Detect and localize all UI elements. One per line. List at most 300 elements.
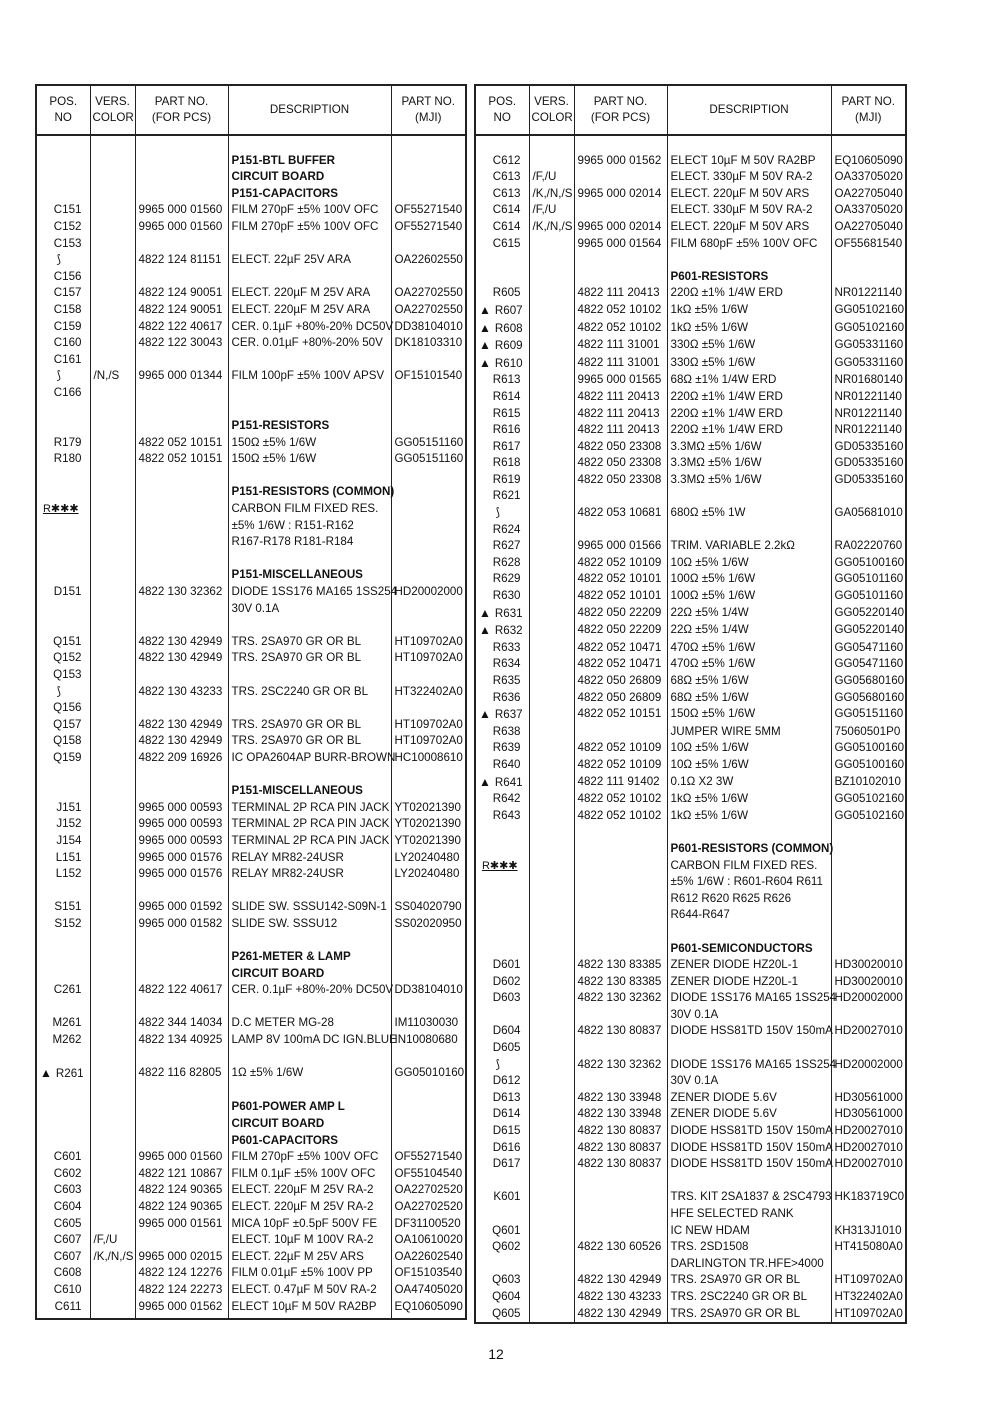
padding-cell [391, 1315, 466, 1319]
part-no-cell: 4822 130 80837 [574, 1140, 667, 1157]
part-no-cell: 9965 000 00593 [135, 800, 228, 817]
vers-cell [529, 941, 574, 958]
header-description: DESCRIPTION [667, 85, 831, 135]
description-cell: P151-CAPACITORS [228, 186, 391, 203]
description-cell: P601-SEMICONDUCTORS [667, 941, 831, 958]
vers-cell [529, 874, 574, 891]
pos-cell [475, 891, 529, 908]
part-no-cell: 9965 000 01565 [574, 372, 667, 389]
table-row [36, 418, 466, 435]
description-cell [228, 767, 391, 784]
padding-cell [228, 1315, 391, 1319]
pos-cell: D605 [475, 1040, 529, 1057]
pos-cell: R615 [475, 406, 529, 423]
table-row [475, 1256, 906, 1273]
mji-part-no-cell [391, 269, 466, 286]
table-row [475, 472, 906, 489]
mji-part-no-cell [391, 484, 466, 501]
vers-cell [90, 567, 135, 584]
part-no-cell [574, 202, 667, 219]
description-cell: TERMINAL 2P RCA PIN JACK [228, 800, 391, 817]
mji-part-no-cell: DD38104010 [391, 982, 466, 999]
mji-part-no-cell: HT109702A0 [391, 717, 466, 734]
vers-cell [529, 439, 574, 456]
pos-cell [36, 418, 90, 435]
description-cell [228, 385, 391, 402]
vers-cell [90, 1083, 135, 1100]
pos-cell: C601 [36, 1149, 90, 1166]
description-cell [228, 236, 391, 253]
part-no-cell [574, 522, 667, 539]
vers-cell [529, 1256, 574, 1273]
part-no-cell: 4822 130 42949 [135, 717, 228, 734]
mji-part-no-cell: OA33705020 [831, 169, 906, 186]
pos-cell [36, 601, 90, 618]
table-row [36, 1232, 466, 1249]
part-no-cell: 4822 122 40617 [135, 982, 228, 999]
pos-cell: R179 [36, 435, 90, 452]
pos-cell: D617 [475, 1156, 529, 1173]
description-cell: 680Ω ±5% 1W [667, 505, 831, 522]
pos-cell [36, 135, 90, 153]
mji-part-no-cell: GD05335160 [831, 455, 906, 472]
description-cell: DIODE 1SS176 MA165 1SS254 [228, 584, 391, 601]
vers-cell [529, 1206, 574, 1223]
warning-triangle-icon: ▲ [479, 605, 491, 620]
table-header-row [475, 85, 906, 135]
pos-label: R610 [494, 356, 523, 370]
mji-part-no-cell: HT109702A0 [831, 1306, 906, 1323]
table-row [36, 518, 466, 535]
vers-cell [529, 824, 574, 841]
table-row [36, 1166, 466, 1183]
description-cell: FILM 680pF ±5% 100V OFC [667, 236, 831, 253]
pos-cell: C153 [36, 236, 90, 253]
table-row [475, 1140, 906, 1157]
part-no-cell [574, 1007, 667, 1024]
mji-part-no-cell [391, 352, 466, 369]
pos-cell: C613 [475, 169, 529, 186]
table-row [475, 605, 906, 623]
part-no-cell: 4822 130 80837 [574, 1023, 667, 1040]
mji-part-no-cell: OF55271540 [391, 1149, 466, 1166]
table-row [36, 999, 466, 1016]
pos-cell [475, 907, 529, 924]
table-row [475, 924, 906, 941]
part-no-cell [135, 1049, 228, 1066]
part-no-cell: 4822 052 10109 [574, 757, 667, 774]
part-no-cell: 4822 122 30043 [135, 335, 228, 352]
description-cell: ZENER DIODE HZ20L-1 [667, 974, 831, 991]
mji-part-no-cell [391, 883, 466, 900]
mji-part-no-cell: GD05335160 [831, 439, 906, 456]
description-cell: 470Ω ±5% 1/6W [667, 640, 831, 657]
table-row [36, 1149, 466, 1166]
parts-list-right [475, 135, 906, 1323]
pos-cell: C604 [36, 1199, 90, 1216]
vers-cell: /F,/U [529, 169, 574, 186]
vers-cell [90, 1015, 135, 1032]
pos-cell: M262 [36, 1032, 90, 1049]
description-cell [228, 402, 391, 419]
table-bottom-padding [36, 1315, 466, 1319]
vers-cell [529, 640, 574, 657]
description-cell: CARBON FILM FIXED RES. [667, 858, 831, 875]
description-cell: 68Ω ±1% 1/4W ERD [667, 372, 831, 389]
pos-cell: J154 [36, 833, 90, 850]
part-no-cell: 9965 000 01560 [135, 1149, 228, 1166]
part-no-cell: 9965 000 01560 [135, 202, 228, 219]
vers-cell [529, 673, 574, 690]
vers-cell [90, 385, 135, 402]
part-no-cell [135, 236, 228, 253]
table-row [36, 385, 466, 402]
pos-cell [475, 1007, 529, 1024]
part-no-cell [135, 135, 228, 153]
description-cell: 0.1Ω X2 3W [667, 774, 831, 792]
table-row [475, 941, 906, 958]
warning-triangle-icon: ▲ [40, 1066, 52, 1081]
table-row [36, 202, 466, 219]
vers-cell [90, 269, 135, 286]
pos-label: R607 [494, 303, 523, 317]
pos-cell [36, 169, 90, 186]
table-row [36, 1065, 466, 1083]
pos-cell: R640 [475, 757, 529, 774]
pos-cell [36, 999, 90, 1016]
description-cell: CARBON FILM FIXED RES. [228, 501, 391, 518]
table-row [36, 567, 466, 584]
part-no-cell [135, 1083, 228, 1100]
mji-part-no-cell: GG05471160 [831, 656, 906, 673]
vers-cell: /N,/S [90, 368, 135, 385]
pos-cell: S151 [36, 899, 90, 916]
part-no-cell [574, 858, 667, 875]
table-row [475, 757, 906, 774]
pos-cell: R621 [475, 488, 529, 505]
mji-part-no-cell: OA22702550 [391, 302, 466, 319]
vers-cell: /K,/N,/S [529, 219, 574, 236]
pos-cell: R636 [475, 690, 529, 707]
part-no-cell: 4822 111 20413 [574, 285, 667, 302]
table-row [36, 767, 466, 784]
table-row [36, 551, 466, 568]
table-row [475, 808, 906, 825]
vers-cell [529, 538, 574, 555]
pos-cell: C615 [475, 236, 529, 253]
vers-cell [529, 588, 574, 605]
description-cell: ELECT 10µF M 50V RA2BP [228, 1299, 391, 1316]
part-no-cell [135, 601, 228, 618]
pos-cell: Q151 [36, 634, 90, 651]
mji-part-no-cell [831, 874, 906, 891]
header-vers-color: VERS. COLOR [90, 85, 135, 135]
mji-part-no-cell: OA22602550 [391, 252, 466, 269]
mji-part-no-cell [391, 700, 466, 717]
part-no-cell: 9965 000 02014 [574, 186, 667, 203]
pos-cell: C608 [36, 1265, 90, 1282]
description-cell: 100Ω ±5% 1/6W [667, 571, 831, 588]
description-cell: TRS. 2SA970 GR OR BL [228, 634, 391, 651]
description-cell [228, 883, 391, 900]
vers-cell [529, 455, 574, 472]
description-cell: ELECT. 22µF M 25V ARS [228, 1249, 391, 1266]
part-no-cell: 4822 130 43233 [135, 684, 228, 701]
mji-part-no-cell: HD20027010 [831, 1123, 906, 1140]
part-no-cell: 9965 000 01592 [135, 899, 228, 916]
description-cell: TRS. 2SA970 GR OR BL [228, 717, 391, 734]
pos-label: R609 [494, 339, 523, 353]
mji-part-no-cell: GG05100160 [831, 757, 906, 774]
pos-cell: R628 [475, 555, 529, 572]
part-no-cell: 4822 052 10102 [574, 302, 667, 320]
description-cell: FILM 270pF ±5% 100V OFC [228, 202, 391, 219]
table-row [36, 435, 466, 452]
pos-cell: R635 [475, 673, 529, 690]
pos-cell [36, 153, 90, 170]
mji-part-no-cell [831, 252, 906, 269]
part-no-cell: 4822 052 10101 [574, 588, 667, 605]
vers-cell [529, 907, 574, 924]
padding-cell [36, 1315, 90, 1319]
part-no-cell: 4822 124 90051 [135, 285, 228, 302]
mji-part-no-cell: NR01221140 [831, 406, 906, 423]
pos-cell: C614 [475, 202, 529, 219]
mji-part-no-cell [391, 999, 466, 1016]
description-cell: 1kΩ ±5% 1/6W [667, 808, 831, 825]
vers-cell [529, 505, 574, 522]
header-description: DESCRIPTION [228, 85, 391, 135]
vers-cell [529, 858, 574, 875]
table-row [36, 1182, 466, 1199]
vers-cell [90, 850, 135, 867]
table-row [36, 883, 466, 900]
pos-cell: C613 [475, 186, 529, 203]
pos-cell: C610 [36, 1282, 90, 1299]
table-row [36, 966, 466, 983]
mji-part-no-cell: GG05220140 [831, 622, 906, 640]
pos-cell [36, 1099, 90, 1116]
vers-cell [90, 1182, 135, 1199]
pos-cell [36, 1133, 90, 1150]
pos-cell [36, 567, 90, 584]
vers-cell [90, 584, 135, 601]
description-cell: 30V 0.1A [667, 1073, 831, 1090]
vers-cell: /F,/U [90, 1232, 135, 1249]
vers-cell [90, 236, 135, 253]
description-cell: SLIDE SW. SSSU12 [228, 916, 391, 933]
pos-cell [36, 783, 90, 800]
mji-part-no-cell [831, 135, 906, 153]
vers-cell [90, 1166, 135, 1183]
table-row [36, 1265, 466, 1282]
pos-cell [475, 874, 529, 891]
mji-part-no-cell: IM11030030 [391, 1015, 466, 1032]
description-cell: ±5% 1/6W : R151-R162 [228, 518, 391, 535]
table-row [36, 1249, 466, 1266]
pos-cell: C151 [36, 202, 90, 219]
vers-cell [90, 667, 135, 684]
table-row [475, 1073, 906, 1090]
description-cell: ELECT. 220µF M 25V RA-2 [228, 1182, 391, 1199]
vers-cell [90, 518, 135, 535]
description-cell [228, 617, 391, 634]
table-row [36, 186, 466, 203]
description-cell [667, 824, 831, 841]
vers-cell [529, 252, 574, 269]
parts-table-right [474, 84, 907, 1324]
pos-cell: R605 [475, 285, 529, 302]
table-row [475, 841, 906, 858]
table-row [36, 601, 466, 618]
pos-cell: Q152 [36, 650, 90, 667]
vers-cell [90, 833, 135, 850]
mji-part-no-cell: GG05331160 [831, 337, 906, 355]
mji-part-no-cell: DK18103310 [391, 335, 466, 352]
vers-cell [90, 601, 135, 618]
mji-part-no-cell: OA22702520 [391, 1182, 466, 1199]
description-cell [228, 1083, 391, 1100]
description-cell [228, 999, 391, 1016]
pos-cell: Q601 [475, 1223, 529, 1240]
part-no-cell [135, 186, 228, 203]
vers-cell [529, 488, 574, 505]
part-no-cell [135, 385, 228, 402]
part-no-cell [135, 269, 228, 286]
part-no-cell [135, 617, 228, 634]
vers-cell [90, 219, 135, 236]
table-row [475, 169, 906, 186]
pos-cell: M261 [36, 1015, 90, 1032]
part-no-cell [135, 1232, 228, 1249]
mji-part-no-cell: NR01221140 [831, 285, 906, 302]
vers-cell [90, 451, 135, 468]
part-no-cell: 4822 124 22273 [135, 1282, 228, 1299]
mji-part-no-cell: HT322402A0 [391, 684, 466, 701]
description-cell: CER. 0.1µF +80%-20% DC50V [228, 319, 391, 336]
table-row [475, 302, 906, 320]
table-row [36, 1015, 466, 1032]
pos-cell: Q156 [36, 700, 90, 717]
mji-part-no-cell: GG05102160 [831, 808, 906, 825]
pos-label: R631 [494, 606, 523, 620]
table-row [475, 522, 906, 539]
mji-part-no-cell [391, 501, 466, 518]
pos-label: R261 [55, 1067, 84, 1081]
part-no-cell: 4822 130 42949 [135, 650, 228, 667]
table-row [475, 957, 906, 974]
part-no-cell [135, 567, 228, 584]
description-cell: P601-CAPACITORS [228, 1133, 391, 1150]
vers-cell [90, 866, 135, 883]
part-no-cell [574, 252, 667, 269]
mji-part-no-cell: IN10080680 [391, 1032, 466, 1049]
table-row [36, 899, 466, 916]
mji-part-no-cell: OF55271540 [391, 219, 466, 236]
pos-cell: D603 [475, 990, 529, 1007]
part-no-cell [135, 883, 228, 900]
description-cell [667, 1173, 831, 1190]
vers-cell [529, 389, 574, 406]
part-no-cell [135, 551, 228, 568]
mji-part-no-cell: HD20027010 [831, 1156, 906, 1173]
description-cell: 1Ω ±5% 1/6W [228, 1065, 391, 1083]
vers-cell [529, 472, 574, 489]
pos-cell [36, 1049, 90, 1066]
vers-cell [90, 418, 135, 435]
part-no-cell: 4822 111 91402 [574, 774, 667, 792]
mji-part-no-cell: HD20002000 [831, 1057, 906, 1074]
part-no-cell [574, 1073, 667, 1090]
padding-cell [574, 1322, 667, 1323]
table-row [475, 1189, 906, 1206]
mji-part-no-cell: HD30561000 [831, 1090, 906, 1107]
table-row [36, 1099, 466, 1116]
description-cell: 330Ω ±5% 1/6W [667, 355, 831, 373]
pos-cell [475, 337, 529, 355]
description-cell: 150Ω ±5% 1/6W [228, 435, 391, 452]
pos-cell [475, 302, 529, 320]
part-no-cell [574, 724, 667, 741]
table-row [36, 1083, 466, 1100]
description-cell [228, 468, 391, 485]
vers-cell [90, 551, 135, 568]
mji-part-no-cell [831, 522, 906, 539]
part-no-cell [135, 518, 228, 535]
table-row [475, 673, 906, 690]
mji-part-no-cell: OA22702550 [391, 285, 466, 302]
table-row [475, 135, 906, 153]
table-row [36, 1282, 466, 1299]
mji-part-no-cell: OF15103540 [391, 1265, 466, 1282]
mji-part-no-cell: NR01221140 [831, 422, 906, 439]
table-row [36, 252, 466, 269]
part-no-cell: 9965 000 02015 [135, 1249, 228, 1266]
mji-part-no-cell: GG05220140 [831, 605, 906, 623]
table-header-row [36, 85, 466, 135]
mji-part-no-cell: GG05101160 [831, 588, 906, 605]
description-cell: P151-RESISTORS (COMMON) [228, 484, 391, 501]
table-row [36, 1116, 466, 1133]
pos-cell [36, 1065, 90, 1083]
header-part-no-mji: PART NO. (MJI) [391, 85, 466, 135]
description-cell [667, 924, 831, 941]
pos-cell [475, 269, 529, 286]
pos-cell: R180 [36, 451, 90, 468]
description-cell: IC OPA2604AP BURR-BROWN [228, 750, 391, 767]
mji-part-no-cell: GG05100160 [831, 740, 906, 757]
pos-cell [36, 966, 90, 983]
mji-part-no-cell [391, 1099, 466, 1116]
mji-part-no-cell: LY20240480 [391, 866, 466, 883]
description-cell: CER. 0.1µF +80%-20% DC50V [228, 982, 391, 999]
vers-cell [90, 352, 135, 369]
description-cell: DIODE HSS81TD 150V 150mA [667, 1140, 831, 1157]
description-cell: ELECT. 220µF M 50V ARS [667, 219, 831, 236]
pos-cell [475, 1206, 529, 1223]
mji-part-no-cell: OA22602540 [391, 1249, 466, 1266]
mji-part-no-cell: GG05102160 [831, 320, 906, 338]
pos-cell [36, 402, 90, 419]
pos-cell [36, 883, 90, 900]
mji-part-no-cell: LY20240480 [391, 850, 466, 867]
part-no-cell [574, 169, 667, 186]
part-no-cell: 9965 000 01562 [574, 153, 667, 170]
table-row [475, 505, 906, 522]
vers-cell [529, 957, 574, 974]
pos-cell [475, 252, 529, 269]
description-cell: P601-POWER AMP L [228, 1099, 391, 1116]
